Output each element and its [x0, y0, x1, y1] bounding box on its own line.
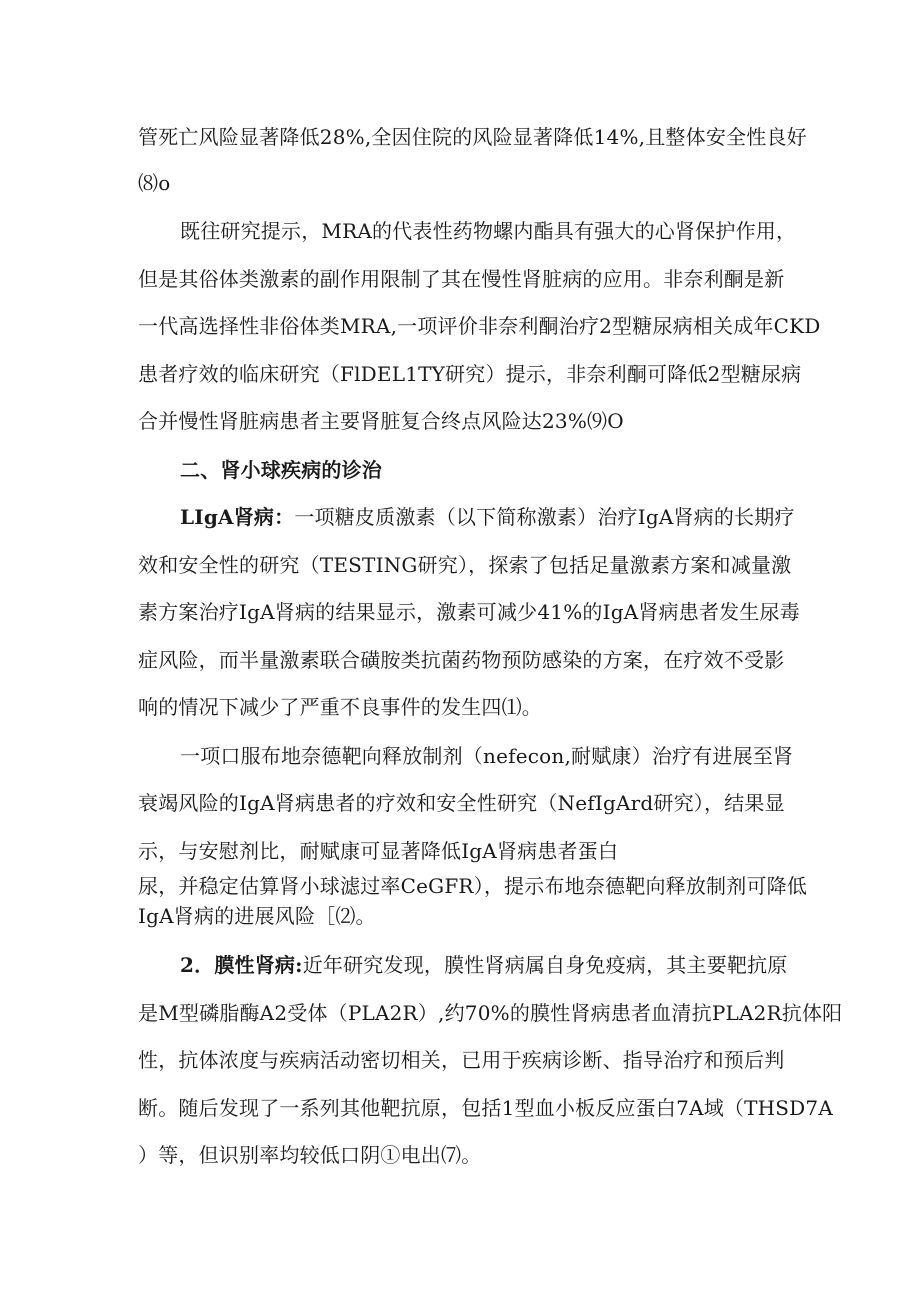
paragraph-5-line-5: ）等，但识别率均较低口阴①电出⑺。	[138, 1143, 482, 1167]
paragraph-5-line-1	[180, 952, 788, 978]
paragraph-4-line-3: 示，与安慰剂比，耐赋康可显著降低IgA肾病患者蛋白	[138, 839, 619, 863]
paragraph-1-line-1: 管死亡风险显著降低28%,全因住院的风险显著降低14%,且整体安全性良好	[138, 125, 807, 149]
paragraph-3-line-1-text: 一项糖皮质激素（以下简称激素）治疗IgA肾病的长期疗	[294, 505, 795, 529]
paragraph-2-line-2: 但是其俗体类激素的副作用限制了其在慢性肾脏病的应用。非奈利酮是新	[138, 267, 785, 291]
paragraph-2-line-1: 既往研究提示，MRA的代表性药物螺内酯具有强大的心肾保护作用，	[180, 219, 797, 243]
paragraph-3-line-3: 素方案治疗IgA肾病的结果显示，激素可减少41%的IgA肾病患者发生尿毒	[138, 600, 800, 624]
paragraph-4-line-1: 一项口服布地奈德靶向释放制剂（nefecon,耐赋康）治疗有进展至肾	[180, 744, 794, 768]
iga-nephropathy-label: LIgA肾病：	[180, 505, 295, 529]
paragraph-4-line-2: 衰竭风险的IgA肾病患者的疗效和安全性研究（NefIgArd研究），结果显	[138, 791, 785, 815]
paragraph-3-line-2: 效和安全性的研究（TESTING研究），探索了包括足量激素方案和减量激	[138, 553, 792, 577]
paragraph-2-line-5: 合并慢性肾脏病患者主要肾脏复合终点风险达23%⑼O	[138, 409, 624, 433]
paragraph-3-line-5: 响的情况下减少了严重不良事件的发生四⑴。	[138, 695, 542, 719]
paragraph-5-line-2: 是M型磷脂酶A2受体（PLA2R）,约70%的膜性肾病患者血清抗PLA2R抗体阳	[138, 1001, 843, 1025]
paragraph-3-line-1	[180, 504, 795, 530]
paragraph-4-line-4: 尿，并稳定估算肾小球滤过率CeGFR），提示布地奈德靶向释放制剂可降低	[138, 874, 808, 898]
paragraph-5-line-1-text: 近年研究发现，膜性肾病属自身免疫病，其主要靶抗原	[302, 953, 788, 977]
paragraph-2-line-4: 患者疗效的临床研究（FlDEL1TY研究）提示，非奈利酮可降低2型糖尿病	[138, 362, 802, 386]
paragraph-5-line-4: 断。随后发现了一系列其他靶抗原，包括1型血小板反应蛋白7A域（THSD7A	[138, 1096, 833, 1120]
paragraph-2-line-3: 一代高选择性非俗体类MRA,一项评价非奈利酮治疗2型糖尿病相关成年CKD	[138, 314, 821, 338]
membranous-nephropathy-label: 2．膜性肾病:	[180, 953, 303, 977]
paragraph-1-line-2: ⑻o	[138, 171, 171, 195]
paragraph-4-line-5: IgA肾病的进展风险［⑵。	[138, 904, 376, 928]
paragraph-3-line-4: 症风险，而半量激素联合磺胺类抗菌药物预防感染的方案，在疗效不受影	[138, 648, 785, 672]
paragraph-5-line-3: 性，抗体浓度与疾病活动密切相关，已用于疾病诊断、指导治疗和预后判	[138, 1048, 785, 1072]
section-heading: 二、肾小球疾病的诊治	[180, 458, 382, 482]
